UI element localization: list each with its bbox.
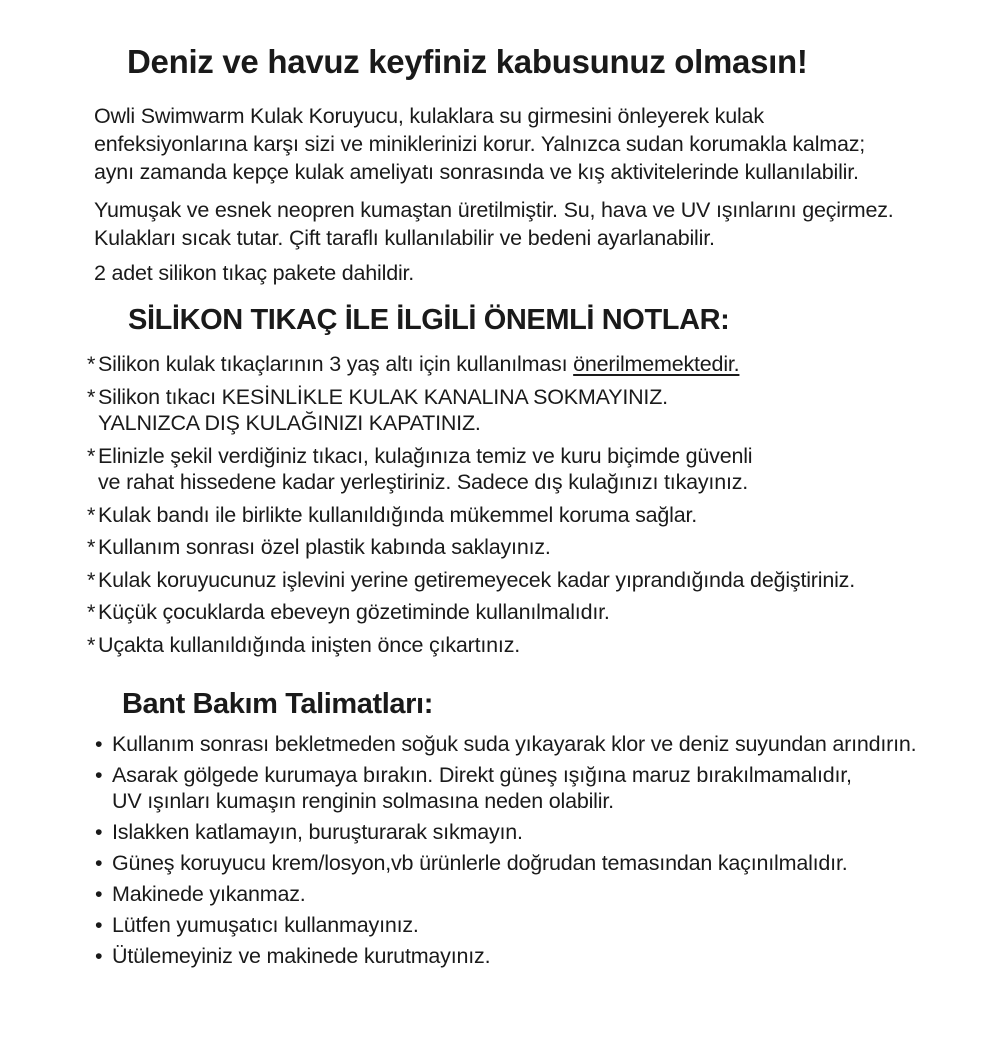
asterisk-marker: * (87, 502, 96, 527)
asterisk-marker: * (87, 600, 96, 624)
care-item (95, 912, 986, 938)
note-item (87, 443, 986, 496)
intro-paragraph: Owli Swimwarm Kulak Koruyucu, kulaklara su girmesini önleyerek kulak enfeksiyonlarına karşı sizi ve miniklerinizi korur. Yalnızca sudan korumakla kalmaz; aynı zamanda kepçe kulak ameliyatı sonrasında ve kış aktivitelerinde kullanılabilir. (94, 104, 866, 184)
silicone-notes-list (87, 351, 986, 658)
note-item (87, 632, 986, 659)
care-text: Asarak gölgede kurumaya bırakın. Direkt güneş ışığına maruz bırakılmamalıdır, UV ışınları kumaşın renginin solmasına neden olabilir. (112, 763, 852, 813)
bullet-icon: • (95, 763, 103, 787)
care-instructions-list (95, 731, 986, 969)
bullet-icon: • (95, 732, 103, 756)
care-item (95, 762, 986, 814)
note-item (87, 534, 986, 561)
note-text: Küçük çocuklarda ebeveyn gözetiminde kullanılmalıdır. (98, 600, 610, 624)
bullet-icon: • (95, 851, 103, 875)
care-item (95, 850, 986, 876)
care-item (95, 731, 986, 757)
note-text-plain: Silikon kulak tıkaçlarının 3 yaş altı için kullanılması (98, 352, 574, 376)
bullet-icon: • (95, 944, 103, 968)
care-text: Kullanım sonrası bekletmeden soğuk suda yıkayarak klor ve deniz suyundan arındırın. (112, 732, 917, 756)
asterisk-marker: * (87, 384, 96, 409)
care-text: Makinede yıkanmaz. (112, 882, 306, 906)
asterisk-marker: * (87, 352, 96, 376)
note-item (87, 599, 986, 626)
underlined-text: önerilmemektedir. (573, 352, 740, 376)
care-instructions-heading: Bant Bakım Talimatları: (122, 688, 433, 720)
care-text: Güneş koruyucu krem/losyon,vb ürünlerle doğrudan temasından kaçınılmalıdır. (112, 851, 848, 875)
asterisk-marker: * (87, 632, 96, 657)
note-text: Kullanım sonrası özel plastik kabında saklayınız. (98, 535, 551, 559)
asterisk-marker: * (87, 567, 96, 592)
asterisk-marker: * (87, 443, 96, 468)
bullet-icon: • (95, 820, 103, 844)
page-title: Deniz ve havuz keyfiniz kabusunuz olmasın! (127, 43, 808, 80)
product-info-document (0, 42, 1000, 1042)
note-text: Uçakta kullanıldığında inişten önce çıkartınız. (98, 632, 521, 657)
silicone-notes-heading: SİLİKON TIKAÇ İLE İLGİLİ ÖNEMLİ NOTLAR: (128, 304, 730, 336)
bullet-icon: • (95, 913, 103, 937)
note-text: Kulak bandı ile birlikte kullanıldığında mükemmel koruma sağlar. (98, 502, 698, 527)
care-text: Ütülemeyiniz ve makinede kurutmayınız. (112, 944, 491, 968)
care-text: Islakken katlamayın, buruşturarak sıkmayın. (112, 820, 523, 844)
note-text: Elinizle şekil verdiğiniz tıkacı, kulağınıza temiz ve kuru biçimde güvenli ve rahat hissedene kadar yerleştiriniz. Sadece dış kulağınızı tıkayınız. (98, 443, 753, 494)
care-item (95, 881, 986, 907)
care-item (95, 943, 986, 969)
note-text: Kulak koruyucunuz işlevini yerine getiremeyecek kadar yıprandığında değiştiriniz. (98, 567, 856, 592)
note-text: Silikon tıkacı KESİNLİKLE KULAK KANALINA SOKMAYINIZ. YALNIZCA DIŞ KULAĞINIZI KAPATINIZ. (98, 384, 668, 435)
note-item (87, 567, 986, 594)
note-item (87, 351, 986, 378)
care-item (95, 819, 986, 845)
bullet-icon: • (95, 882, 103, 906)
note-item (87, 502, 986, 529)
note-text (98, 351, 986, 378)
intro-paragraph: Yumuşak ve esnek neopren kumaştan üretilmiştir. Su, hava ve UV ışınlarını geçirmez. Kulakları sıcak tutar. Çift taraflı kullanılabilir ve bedeni ayarlanabilir. (94, 198, 894, 250)
note-item (87, 384, 986, 437)
care-text: Lütfen yumuşatıcı kullanmayınız. (112, 913, 419, 937)
intro-section (0, 102, 1000, 287)
intro-paragraph: 2 adet silikon tıkaç pakete dahildir. (94, 261, 415, 285)
asterisk-marker: * (87, 535, 96, 559)
